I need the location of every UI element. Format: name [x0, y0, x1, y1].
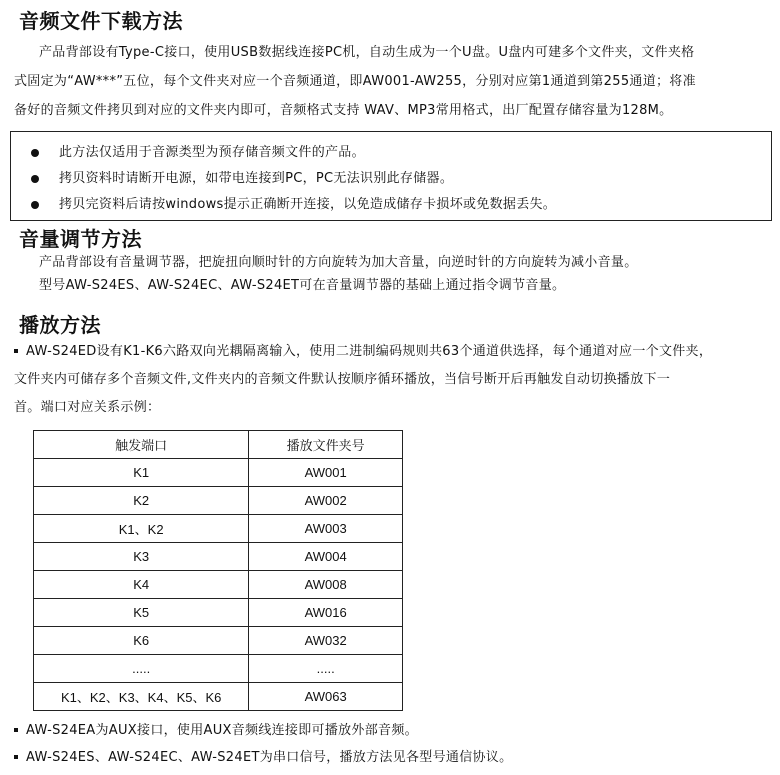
port-cell: K1、K2 [34, 515, 249, 543]
bullet-dot-icon [31, 201, 39, 209]
folder-cell: AW001 [249, 459, 403, 487]
table-header-row [34, 431, 403, 459]
square-bullet-icon [14, 728, 18, 732]
table-row [34, 599, 403, 627]
serial-bullet-text: AW-S24ES、AW-S24EC、AW-S24ET为串口信号，播放方法见各型号通信协议。 [26, 750, 513, 765]
port-cell: K5 [34, 599, 249, 627]
folder-cell: AW008 [249, 571, 403, 599]
note-text: 拷贝资料时请断开电源，如带电连接到PC，PC无法识别此存储器。 [59, 171, 454, 186]
folder-cell: AW004 [249, 543, 403, 571]
playback-para-line-3: 首。端口对应关系示例： [14, 400, 161, 415]
bullet-dot-icon [31, 149, 39, 157]
download-para-line-2: 式固定为“AW***”五位，每个文件夹对应一个音频通道，即AW001-AW255，分别对应第1通道到第255通道；将准 [14, 74, 696, 89]
volume-line-2: 型号AW-S24ES、AW-S24EC、AW-S24ET可在音量调节器的基础上通过指令调节音量。 [39, 278, 566, 293]
aux-bullet-text: AW-S24EA为AUX接口，使用AUX音频线连接即可播放外部音频。 [26, 723, 418, 738]
playback-para-text: AW-S24ED设有K1-K6六路双向光耦隔离输入，使用二进制编码规则共63个通道供选择，每个通道对应一个文件夹， [26, 344, 713, 359]
table-row [34, 543, 403, 571]
port-cell: K1 [34, 459, 249, 487]
table-row [34, 627, 403, 655]
section-title-playback: 播放方法 [19, 313, 101, 337]
table-row [34, 683, 403, 711]
table-row [34, 515, 403, 543]
download-para-line-1: 产品背部设有Type-C接口，使用USB数据线连接PC机，自动生成为一个U盘。U盘内可建多个文件夹，文件夹格 [39, 45, 695, 60]
bullet-dot-icon [31, 175, 39, 183]
download-para-line-3: 备好的音频文件拷贝到对应的文件夹内即可，音频格式支持 WAV、MP3常用格式，出厂配置存储容量为128M。 [14, 103, 673, 118]
table-row [34, 655, 403, 683]
section-title-download: 音频文件下载方法 [19, 9, 183, 33]
port-cell: K4 [34, 571, 249, 599]
port-cell: K1、K2、K3、K4、K5、K6 [34, 683, 249, 711]
port-cell: K3 [34, 543, 249, 571]
square-bullet-icon [14, 349, 18, 353]
section-title-volume: 音量调节方法 [19, 227, 142, 251]
serial-bullet [14, 749, 512, 767]
square-bullet-icon [14, 755, 18, 759]
port-mapping-table [33, 430, 403, 711]
playback-para-line-2: 文件夹内可储存多个音频文件,文件夹内的音频文件默认按顺序循环播放，当信号断开后再触发自动切换播放下一 [14, 372, 671, 387]
folder-cell: AW016 [249, 599, 403, 627]
volume-line-1: 产品背部设有音量调节器，把旋扭向顺时针的方向旋转为加大音量，向逆时针的方向旋转为减小音量。 [39, 255, 638, 270]
port-cell: K2 [34, 487, 249, 515]
folder-cell: AW032 [249, 627, 403, 655]
port-cell: K6 [34, 627, 249, 655]
aux-bullet [14, 722, 418, 740]
folder-cell: AW002 [249, 487, 403, 515]
table-row [34, 487, 403, 515]
folder-cell: AW003 [249, 515, 403, 543]
port-cell: ..... [34, 655, 249, 683]
notes-box [10, 131, 772, 221]
table-row [34, 459, 403, 487]
table-row [34, 571, 403, 599]
note-text: 拷贝完资料后请按windows提示正确断开连接，以免造成储存卡损坏或免数据丢失。 [59, 197, 557, 212]
header-folder-number: 播放文件夹号 [249, 431, 403, 459]
header-trigger-port: 触发端口 [34, 431, 249, 459]
playback-para-line-1 [14, 343, 712, 361]
folder-cell: ..... [249, 655, 403, 683]
note-text: 此方法仅适用于音源类型为预存储音频文件的产品。 [59, 145, 365, 160]
folder-cell: AW063 [249, 683, 403, 711]
